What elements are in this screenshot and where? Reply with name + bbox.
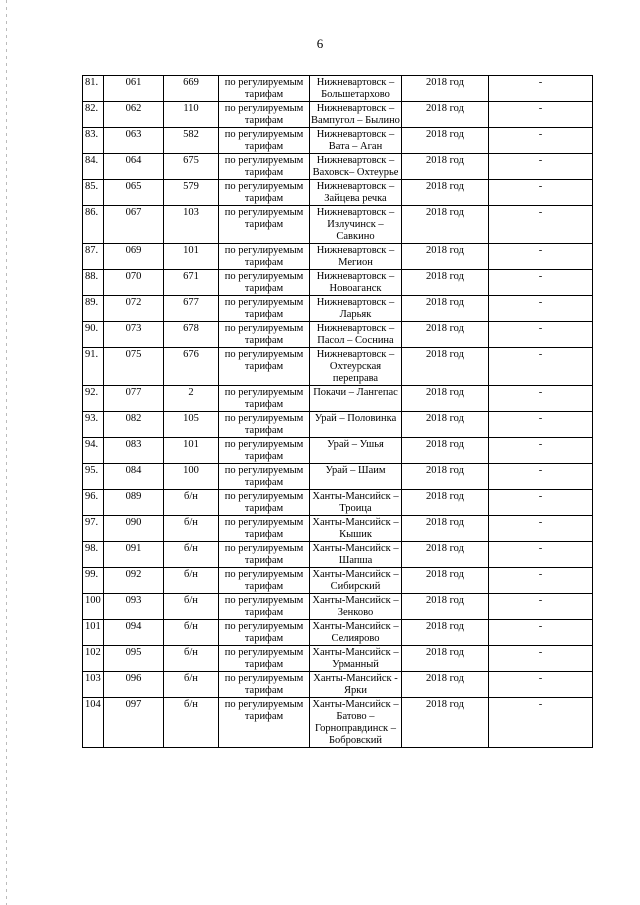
- table-row: [83, 102, 593, 128]
- row-number-cell: 83.: [83, 128, 104, 154]
- route-name-cell: Нижневартовск – Охтеурская переправа: [310, 348, 402, 386]
- route-name-cell: Ханты-Мансийск – Селиярово: [310, 620, 402, 646]
- year-cell: 2018 год: [402, 296, 489, 322]
- tariff-type-cell: по регулируемым тарифам: [219, 128, 310, 154]
- year-cell: 2018 год: [402, 244, 489, 270]
- table-row: [83, 128, 593, 154]
- row-number-cell: 88.: [83, 270, 104, 296]
- route-code-cell: 073: [104, 322, 164, 348]
- tariff-type-cell: по регулируемым тарифам: [219, 76, 310, 102]
- route-name-cell: Нижневартовск – Вампугол – Былино: [311, 103, 400, 126]
- tariff-type-cell: по регулируемым тарифам: [219, 206, 310, 244]
- row-number-cell: 87.: [83, 244, 104, 270]
- route-code-cell: 090: [104, 516, 164, 542]
- route-number-cell: 2: [164, 386, 219, 412]
- route-number-cell: 676: [164, 348, 219, 386]
- route-number-cell: б/н: [164, 672, 219, 698]
- note-cell: -: [489, 244, 593, 270]
- table-row: [83, 154, 593, 180]
- route-name-cell: Нижневартовск – Мегион: [310, 244, 402, 270]
- tariff-type-cell: по регулируемым тарифам: [219, 102, 310, 128]
- note-cell: -: [489, 464, 593, 490]
- table-row: [83, 646, 593, 672]
- table-row: [83, 620, 593, 646]
- route-number-cell: б/н: [164, 620, 219, 646]
- note-cell: -: [489, 646, 593, 672]
- route-code-cell: 064: [104, 154, 164, 180]
- tariff-type-cell: по регулируемым тарифам: [219, 270, 310, 296]
- row-number-cell: 94.: [83, 438, 104, 464]
- year-cell: 2018 год: [402, 76, 489, 102]
- year-cell: 2018 год: [402, 128, 489, 154]
- route-code-cell: 067: [104, 206, 164, 244]
- table-row: [83, 206, 593, 244]
- note-cell: -: [489, 270, 593, 296]
- note-cell: -: [489, 594, 593, 620]
- route-name-cell: Ханты-Мансийск - Ярки: [310, 672, 402, 698]
- route-number-cell: б/н: [164, 516, 219, 542]
- note-cell: -: [489, 386, 593, 412]
- route-name-cell: Нижневартовск – Зайцева речка: [310, 180, 402, 206]
- route-name-cell: Нижневартовск – Пасол – Соснина: [310, 322, 402, 348]
- tariff-type-cell: по регулируемым тарифам: [219, 412, 310, 438]
- route-number-cell: 105: [164, 412, 219, 438]
- tariff-type-cell: по регулируемым тарифам: [219, 698, 310, 748]
- tariff-type-cell: по регулируемым тарифам: [219, 348, 310, 386]
- route-name-cell: Ханты-Мансийск – Урманный: [310, 646, 402, 672]
- row-number-cell: 102: [83, 646, 104, 672]
- row-number-cell: 96.: [83, 490, 104, 516]
- row-number-cell: 100: [83, 594, 104, 620]
- note-cell: -: [489, 322, 593, 348]
- tariff-type-cell: по регулируемым тарифам: [219, 154, 310, 180]
- route-number-cell: 671: [164, 270, 219, 296]
- year-cell: 2018 год: [402, 412, 489, 438]
- year-cell: 2018 год: [402, 568, 489, 594]
- route-code-cell: 091: [104, 542, 164, 568]
- route-number-cell: 110: [164, 102, 219, 128]
- table-row: [83, 698, 593, 748]
- row-number-cell: 93.: [83, 412, 104, 438]
- route-number-cell: 678: [164, 322, 219, 348]
- route-number-cell: 101: [164, 244, 219, 270]
- table-row: [83, 244, 593, 270]
- row-number-cell: 104: [83, 698, 104, 748]
- route-code-cell: 089: [104, 490, 164, 516]
- table-row: [83, 594, 593, 620]
- route-name-cell: Ханты-Мансийск – Зенково: [310, 594, 402, 620]
- note-cell: -: [489, 128, 593, 154]
- tariff-type-cell: по регулируемым тарифам: [219, 180, 310, 206]
- note-cell: -: [489, 296, 593, 322]
- route-number-cell: б/н: [164, 698, 219, 748]
- row-number-cell: 91.: [83, 348, 104, 386]
- tariff-type-cell: по регулируемым тарифам: [219, 620, 310, 646]
- route-code-cell: 083: [104, 438, 164, 464]
- note-cell: -: [489, 438, 593, 464]
- row-number-cell: 98.: [83, 542, 104, 568]
- route-number-cell: 101: [164, 438, 219, 464]
- tariff-type-cell: по регулируемым тарифам: [219, 568, 310, 594]
- route-name-cell: Нижневартовск – Вата – Аган: [310, 128, 402, 154]
- route-code-cell: 072: [104, 296, 164, 322]
- year-cell: 2018 год: [402, 464, 489, 490]
- scan-edge: [6, 0, 7, 905]
- route-code-cell: 097: [104, 698, 164, 748]
- row-number-cell: 85.: [83, 180, 104, 206]
- table-row: [83, 438, 593, 464]
- note-cell: -: [489, 102, 593, 128]
- note-cell: -: [489, 672, 593, 698]
- row-number-cell: 82.: [83, 102, 104, 128]
- row-number-cell: 86.: [83, 206, 104, 244]
- year-cell: 2018 год: [402, 438, 489, 464]
- tariff-type-cell: по регулируемым тарифам: [219, 244, 310, 270]
- note-cell: -: [489, 412, 593, 438]
- route-name-cell: Ханты-Мансийск – Сибирский: [310, 568, 402, 594]
- route-code-cell: 063: [104, 128, 164, 154]
- tariff-type-cell: по регулируемым тарифам: [219, 386, 310, 412]
- table-row: [83, 542, 593, 568]
- route-name-cell: Покачи – Лангепас: [310, 386, 402, 412]
- table-row: [83, 348, 593, 386]
- route-number-cell: 103: [164, 206, 219, 244]
- route-name-cell: Нижневартовск – Новоаганск: [310, 270, 402, 296]
- route-number-cell: 669: [164, 76, 219, 102]
- year-cell: 2018 год: [402, 646, 489, 672]
- note-cell: -: [489, 206, 593, 244]
- year-cell: 2018 год: [402, 516, 489, 542]
- year-cell: 2018 год: [402, 594, 489, 620]
- table-row: [83, 386, 593, 412]
- year-cell: 2018 год: [402, 180, 489, 206]
- route-code-cell: 069: [104, 244, 164, 270]
- route-name-cell: Урай – Половинка: [310, 412, 402, 438]
- table-row: [83, 76, 593, 102]
- route-code-cell: 096: [104, 672, 164, 698]
- route-code-cell: 065: [104, 180, 164, 206]
- route-name-cell: Урай – Ушья: [310, 438, 402, 464]
- routes-table: [82, 75, 593, 748]
- route-code-cell: 095: [104, 646, 164, 672]
- route-name-cell: Нижневартовск – Излучинск – Савкино: [310, 206, 402, 244]
- table-row: [83, 464, 593, 490]
- route-code-cell: 070: [104, 270, 164, 296]
- route-name-cell: Ханты-Мансийск – Троица: [310, 490, 402, 516]
- tariff-type-cell: по регулируемым тарифам: [219, 646, 310, 672]
- note-cell: -: [489, 620, 593, 646]
- route-number-cell: 677: [164, 296, 219, 322]
- routes-table-body: [83, 76, 593, 748]
- route-name-cell: Нижневартовск – Ларьяк: [310, 296, 402, 322]
- tariff-type-cell: по регулируемым тарифам: [219, 672, 310, 698]
- route-name-cell: Ханты-Мансийск – Батово – Горноправдинск – Бобровский: [310, 698, 402, 748]
- row-number-cell: 81.: [83, 76, 104, 102]
- tariff-type-cell: по регулируемым тарифам: [219, 594, 310, 620]
- tariff-type-cell: по регулируемым тарифам: [219, 516, 310, 542]
- year-cell: 2018 год: [402, 348, 489, 386]
- table-row: [83, 322, 593, 348]
- table-row: [83, 296, 593, 322]
- route-code-cell: 093: [104, 594, 164, 620]
- route-name-cell: Нижневартовск – Большетархово: [310, 76, 402, 102]
- table-row: [83, 568, 593, 594]
- route-code-cell: 077: [104, 386, 164, 412]
- note-cell: -: [489, 568, 593, 594]
- note-cell: -: [489, 76, 593, 102]
- tariff-type-cell: по регулируемым тарифам: [219, 322, 310, 348]
- tariff-type-cell: по регулируемым тарифам: [219, 296, 310, 322]
- route-number-cell: 675: [164, 154, 219, 180]
- route-code-cell: 082: [104, 412, 164, 438]
- page-number: 6: [316, 36, 324, 51]
- tariff-type-cell: по регулируемым тарифам: [219, 464, 310, 490]
- row-number-cell: 90.: [83, 322, 104, 348]
- year-cell: 2018 год: [402, 102, 489, 128]
- route-number-cell: б/н: [164, 646, 219, 672]
- table-row: [83, 180, 593, 206]
- year-cell: 2018 год: [402, 620, 489, 646]
- row-number-cell: 89.: [83, 296, 104, 322]
- tariff-type-cell: по регулируемым тарифам: [219, 438, 310, 464]
- route-code-cell: 084: [104, 464, 164, 490]
- year-cell: 2018 год: [402, 672, 489, 698]
- year-cell: 2018 год: [402, 542, 489, 568]
- row-number-cell: 84.: [83, 154, 104, 180]
- table-row: [83, 672, 593, 698]
- year-cell: 2018 год: [402, 206, 489, 244]
- route-code-cell: 094: [104, 620, 164, 646]
- route-name-cell: Урай – Шаим: [310, 464, 402, 490]
- route-name-cell: Нижневартовск – Ваховск– Охтеурье: [310, 154, 402, 180]
- note-cell: -: [489, 516, 593, 542]
- note-cell: -: [489, 698, 593, 748]
- route-code-cell: 062: [104, 102, 164, 128]
- row-number-cell: 95.: [83, 464, 104, 490]
- year-cell: 2018 год: [402, 270, 489, 296]
- route-code-cell: 061: [104, 76, 164, 102]
- route-number-cell: б/н: [164, 568, 219, 594]
- route-code-cell: 092: [104, 568, 164, 594]
- note-cell: -: [489, 154, 593, 180]
- year-cell: 2018 год: [402, 490, 489, 516]
- route-number-cell: 579: [164, 180, 219, 206]
- note-cell: -: [489, 348, 593, 386]
- table-row: [83, 490, 593, 516]
- note-cell: -: [489, 180, 593, 206]
- year-cell: 2018 год: [402, 698, 489, 748]
- route-number-cell: 100: [164, 464, 219, 490]
- year-cell: 2018 год: [402, 386, 489, 412]
- route-number-cell: б/н: [164, 542, 219, 568]
- row-number-cell: 99.: [83, 568, 104, 594]
- row-number-cell: 97.: [83, 516, 104, 542]
- table-row: [83, 270, 593, 296]
- route-name-cell: Ханты-Мансийск – Шапша: [310, 542, 402, 568]
- row-number-cell: 103: [83, 672, 104, 698]
- year-cell: 2018 год: [402, 322, 489, 348]
- route-number-cell: 582: [164, 128, 219, 154]
- row-number-cell: 101: [83, 620, 104, 646]
- route-name-cell: Ханты-Мансийск – Кышик: [310, 516, 402, 542]
- table-row: [83, 516, 593, 542]
- year-cell: 2018 год: [402, 154, 489, 180]
- route-number-cell: б/н: [164, 490, 219, 516]
- note-cell: -: [489, 490, 593, 516]
- route-code-cell: 075: [104, 348, 164, 386]
- table-row: [83, 412, 593, 438]
- route-number-cell: б/н: [164, 594, 219, 620]
- note-cell: -: [489, 542, 593, 568]
- row-number-cell: 92.: [83, 386, 104, 412]
- tariff-type-cell: по регулируемым тарифам: [219, 490, 310, 516]
- tariff-type-cell: по регулируемым тарифам: [219, 542, 310, 568]
